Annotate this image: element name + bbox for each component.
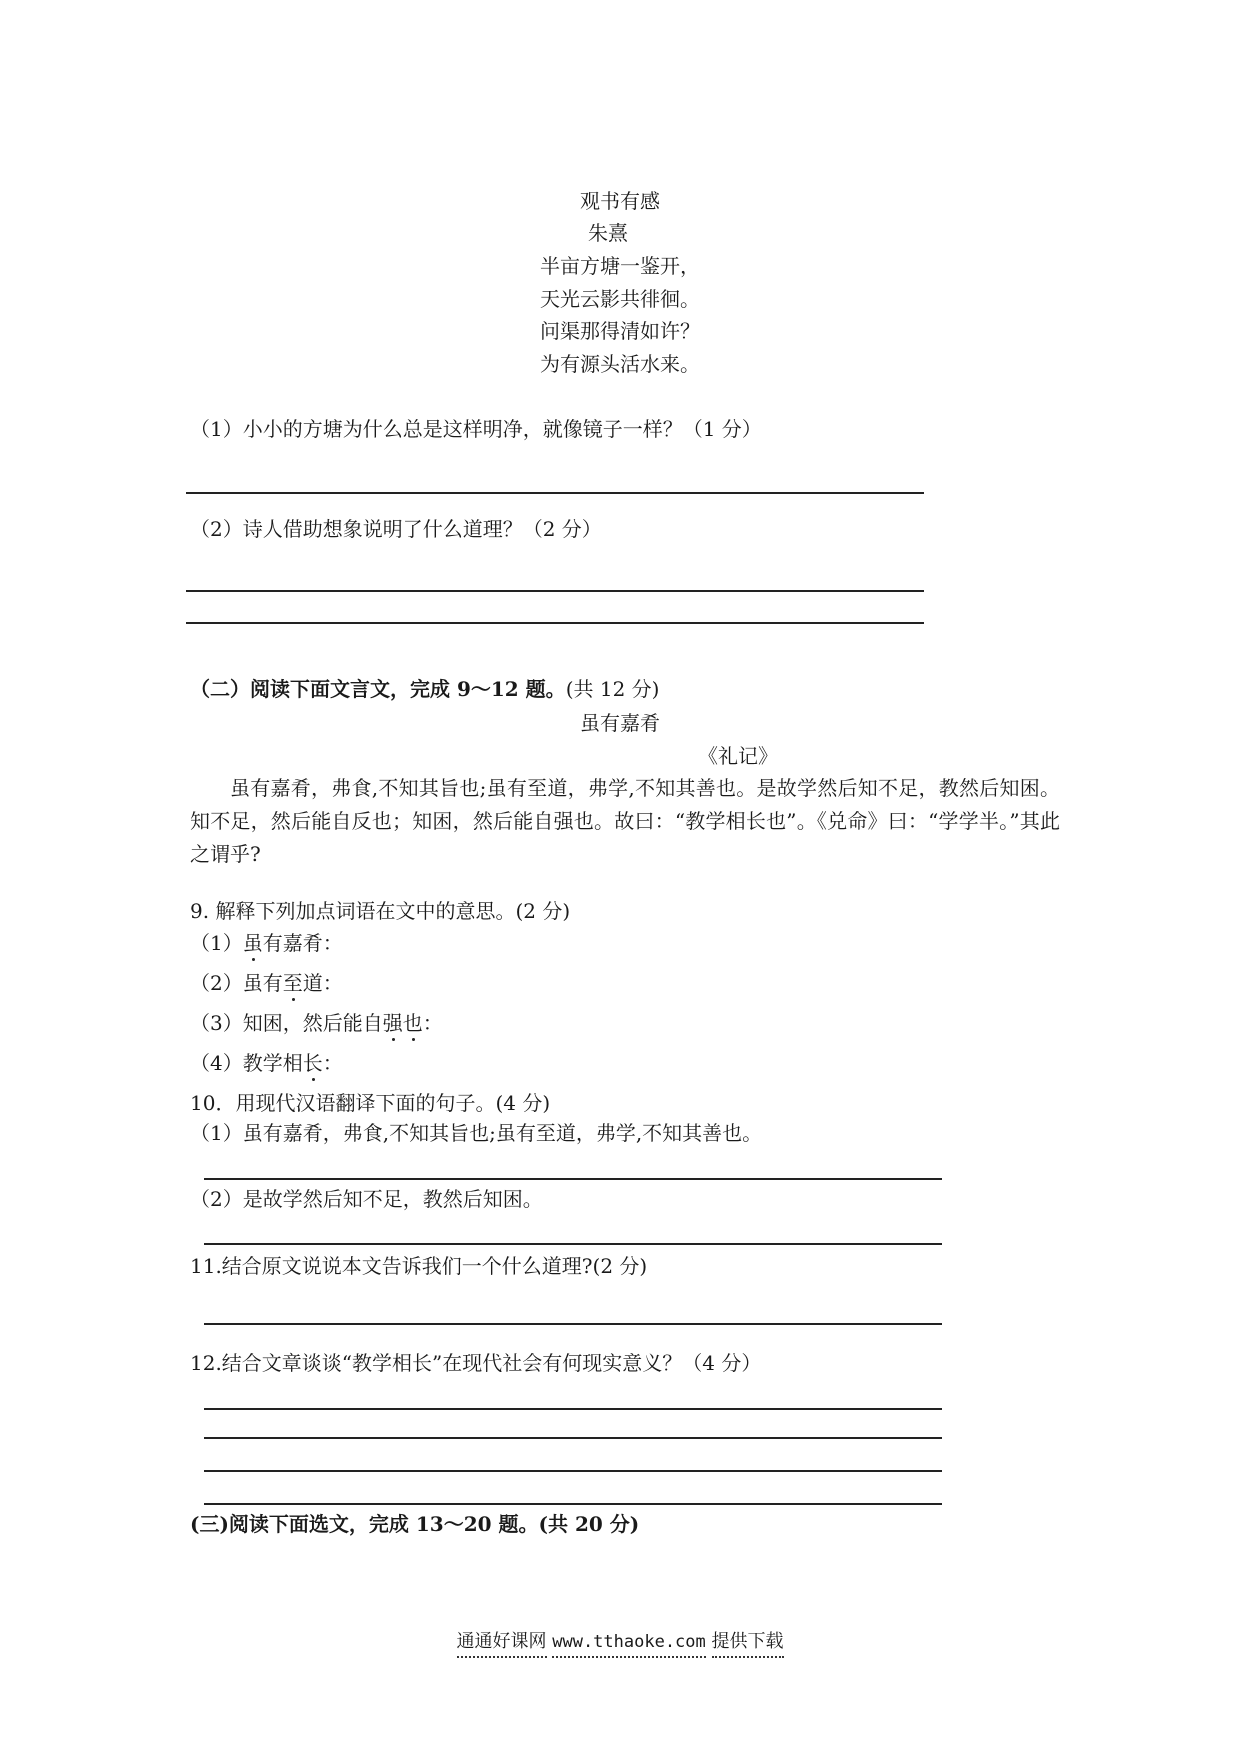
poem-line: 半亩方塘一鉴开， [540,254,700,278]
footer-download-text: 提供下载 [712,1631,784,1658]
poem-title: 观书有感 [580,189,660,213]
answer-line[interactable] [186,590,924,592]
dotted-char: 也 [402,1011,423,1035]
q9-stem: 9. 解释下列加点词语在文中的意思。(2 分) [190,899,571,923]
q9-item-3: （3）知困，然后能自强也： [190,1011,443,1035]
footer-credit [0,1630,1240,1654]
section-2-heading [190,676,659,702]
answer-line[interactable] [186,622,924,624]
q10-sentence-2: （2）是故学然后知不足，教然后知困。 [190,1187,543,1211]
section-2-heading-points: (共 12 分) [565,677,660,701]
answer-line[interactable] [204,1437,942,1439]
passage-text: 虽有嘉肴，弗食,不知其旨也;虽有至道，弗学,不知其善也。是故学然后知不足，教然后知困。知不足，然后能自反也；知困，然后能自强也。故曰：“教学相长也”。《兑命》曰：“学学半。”其此之谓乎? [190,776,1060,866]
dotted-char: 至 [282,971,303,995]
footer-url[interactable]: www.tthaoke.com [552,1632,706,1658]
q10-stem: 10．用现代汉语翻译下面的句子。(4 分) [190,1091,551,1115]
q9-item-1: （1）虽有嘉肴： [190,931,343,955]
dotted-char: 强 [382,1011,403,1035]
answer-line[interactable] [204,1408,942,1410]
answer-line[interactable] [204,1470,942,1472]
q10-sentence-1: （1）虽有嘉肴，弗食,不知其旨也;虽有至道，弗学,不知其善也。 [190,1121,763,1145]
poem-question-1: （1）小小的方塘为什么总是这样明净，就像镜子一样？（1 分） [190,417,762,441]
answer-line[interactable] [204,1178,942,1180]
passage-source: 《礼记》 [698,744,778,768]
dotted-char: 虽 [242,931,263,955]
section-3-heading: (三)阅读下面选文，完成 13～20 题。(共 20 分) [190,1512,640,1536]
q11-stem: 11.结合原文说说本文告诉我们一个什么道理?(2 分) [190,1254,648,1278]
answer-line[interactable] [204,1503,942,1505]
q9-item-4: （4）教学相长： [190,1051,343,1075]
dotted-char: 长 [302,1051,323,1075]
q12-stem: 12.结合文章谈谈“教学相长”在现代社会有何现实意义？（4 分） [190,1351,762,1375]
poem-author: 朱熹 [588,221,628,245]
passage-title: 虽有嘉肴 [580,711,660,735]
section-2-heading-bold: （二）阅读下面文言文，完成 9～12 题。 [190,677,566,701]
q9-item-2: （2）虽有至道： [190,971,343,995]
poem-question-2: （2）诗人借助想象说明了什么道理？（2 分） [190,517,602,541]
answer-line[interactable] [186,492,924,494]
answer-line[interactable] [204,1243,942,1245]
answer-line[interactable] [204,1323,942,1325]
poem-line: 问渠那得清如许？ [540,319,700,343]
poem-line: 天光云影共徘徊。 [540,287,700,311]
footer-site-name: 通通好课网 [457,1631,547,1658]
poem-line: 为有源头活水来。 [540,352,700,376]
